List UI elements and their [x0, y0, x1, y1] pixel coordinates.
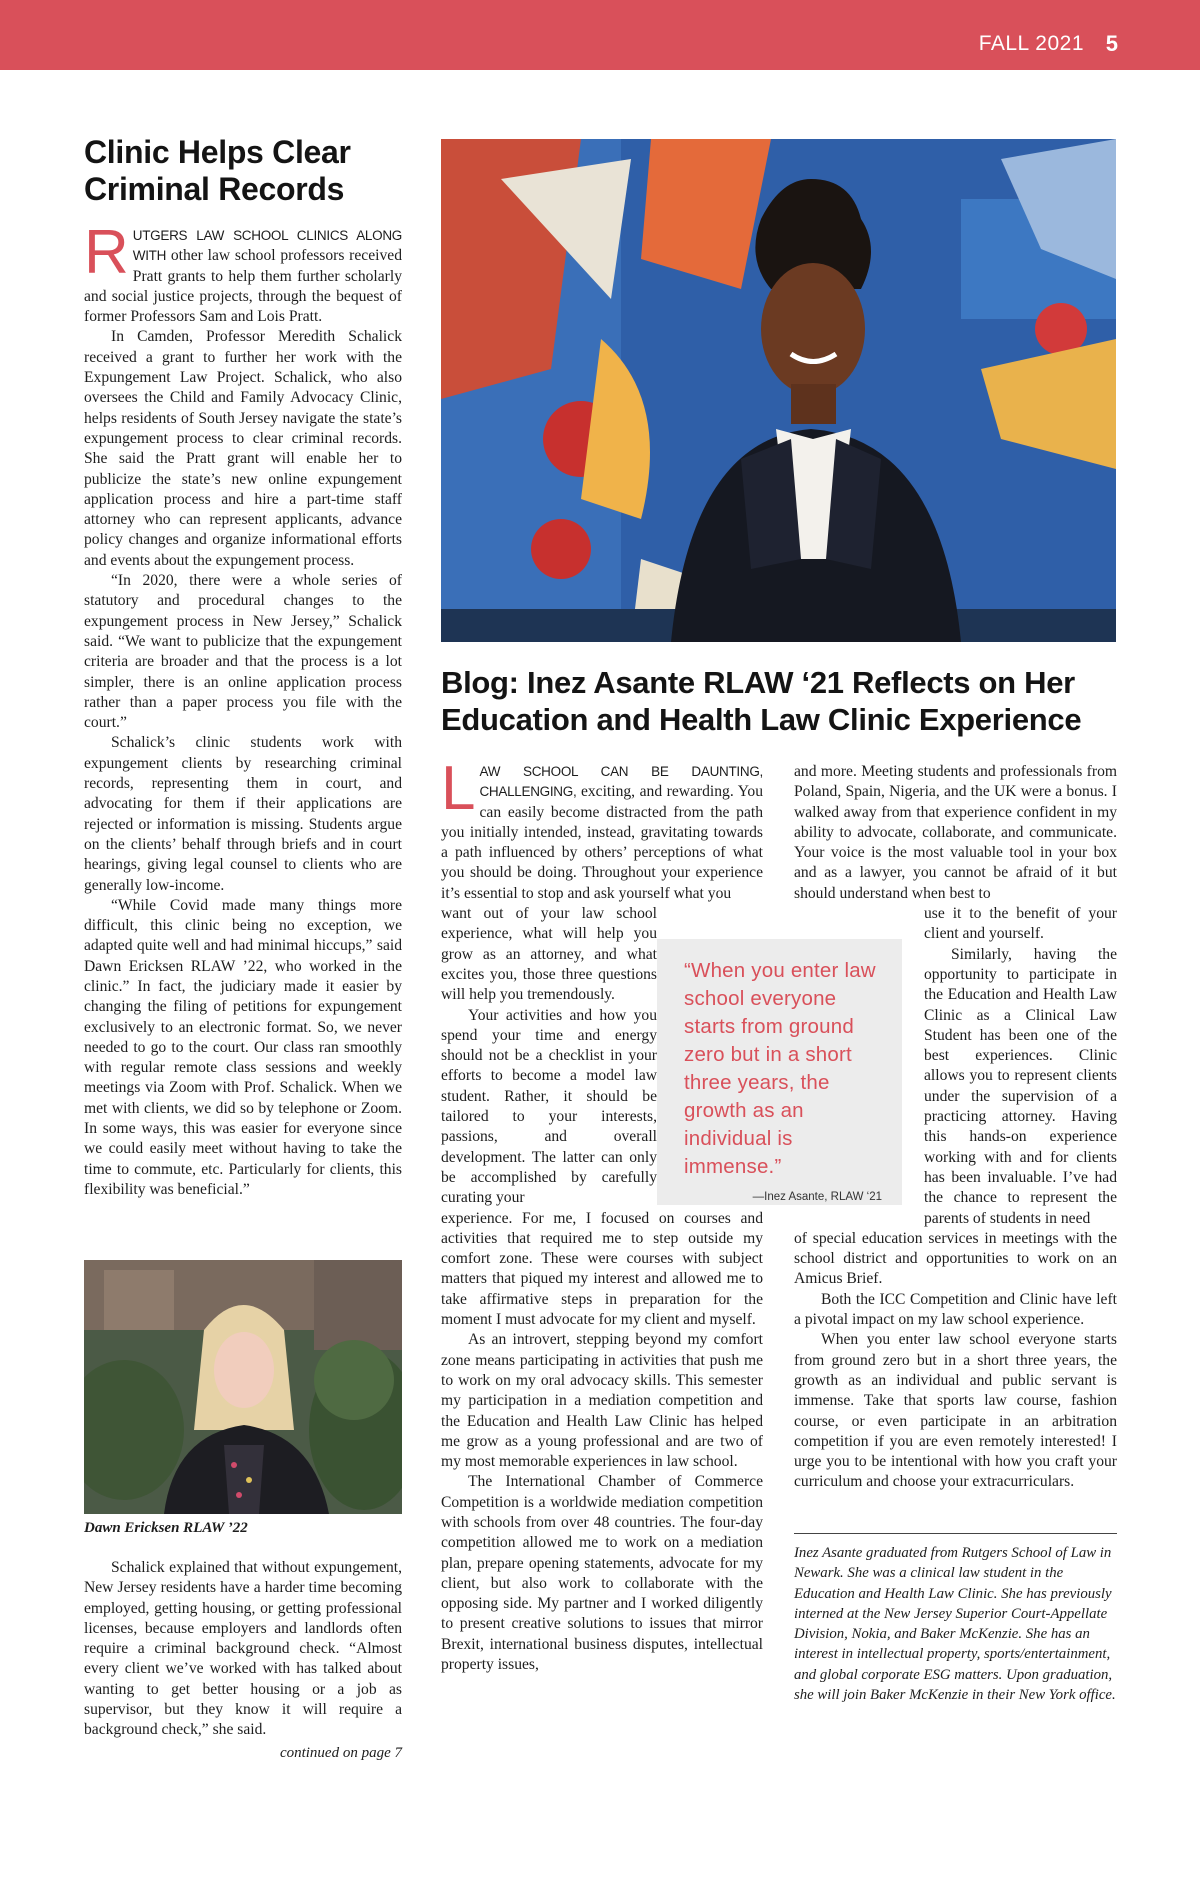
closing-paragraph: Schalick explained that without expungement, New Jersey residents have a harder time becoming employed, getting housing, or getting professional licenses, because employers and landlords often require a criminal background check. “Almost every client we’ve worked with has talked about wanting to get better housing or a job as supervisor, but they know it will require a background check,” she said.	[84, 1559, 402, 1739]
right-article-column-1	[441, 754, 763, 1675]
body-paragraph: The International Chamber of Commerce Competition is a worldwide mediation competition with schools from over 48 countries. The four-day competition allowed me to work on a mediation plan, prepare opening statements, advocate for my client, but also work to collaborate with the opposing side. My partner and I worked diligently to present creative solutions to issues that mirror Brexit, international business disputes, intellectual property issues,	[441, 1473, 763, 1674]
left-article-closing	[84, 1558, 402, 1741]
portrait-image	[84, 1260, 402, 1514]
left-paragraph: “In 2020, there were a whole series of statutory and procedural changes to the expungement process in New Jersey,” Schalick said. “We want to publicize that the expungement criteria are broader and that the process is a lot simpler, there is an online application process rather than a paper process you file with the court.”	[84, 572, 402, 732]
header-band	[0, 0, 1200, 70]
lead-text: exciting, and rewarding. You can easily become distracted from the path you initially intended, instead, gravitating towards a path influenced by others’ perceptions of what you should be doing. Throughout your experience it’s essential to stop and ask yourself what you	[441, 783, 763, 902]
left-lead-paragraph	[84, 218, 402, 327]
page-number: 5	[1105, 31, 1118, 56]
dawn-ericksen-photo	[84, 1260, 402, 1514]
issue-label: FALL 2021	[978, 32, 1084, 55]
portrait-image	[441, 139, 1116, 642]
left-article-title: Clinic Helps Clear Criminal Records	[84, 134, 351, 207]
body-paragraph: want out of your law school experience, what will help you grow as an attorney, and what excites you, those three questions will help you tremendously.	[441, 905, 657, 1004]
right-lead-paragraph	[441, 754, 763, 904]
left-article-body	[84, 218, 402, 1200]
left-paragraph: “While Covid made many things more difficult, this clinic being no exception, we adapted quite well and had minimal hiccups,” said Dawn Ericksen RLAW ’22, who worked in the clinic.” In fact, the judiciary made it easier by changing the filing of petitions for expungement exclusively to an electronic format. So, we never needed to go to the court. Our class ran smoothly with regular remote class sessions and weekly meetings via Zoom with Prof. Schalick. When we met with clients, we did so by telephone or Zoom. In some ways, this was easier for everyone since we could easily meet without having to take the time to commute, etc. Particularly for clients, this flexibility was beneficial.”	[84, 896, 402, 1198]
lead-caps: UTGERS LAW SCHOOL CLINICS ALONG WITH	[132, 228, 402, 264]
body-paragraph: Similarly, having the opportunity to participate in the Education and Health Law Clinic as a Clinical Law Student has been one of the best experiences. Clinic allows you to represent clients under the supervision of a practicing attorney. Having this hands-on experience working with and for clients has been invaluable. I’ve had the chance to represent the parents of students in need	[924, 945, 1117, 1227]
bio-divider	[794, 1533, 1117, 1534]
left-paragraph: Schalick’s clinic students work with expungement clients by researching criminal records, representing them in court, and advocating for them if their applications are rejected or information is missing. Students argue on the clients’ behalf through briefs and in court hearings, giving legal counsel to clients who are generally low-income.	[84, 734, 402, 894]
pull-quote	[657, 939, 902, 1205]
body-paragraph: As an introvert, stepping beyond my comfort zone means participating in activities that push me to work on my oral advocacy skills. This semester my participation in a mediation competition and the Education and Health Law Clinic has helped me grow as a young professional and are two of my most memorable experiences in law school.	[441, 1331, 763, 1471]
pull-quote-attribution: —Inez Asante, RLAW ‘21	[752, 1191, 882, 1203]
lead-text: other law school professors received Pratt grants to help them further scholarly and social justice projects, through the bequest of former Professors Sam and Lois Pratt.	[84, 247, 402, 326]
dawn-photo-caption: Dawn Ericksen RLAW ’22	[84, 1520, 248, 1536]
drop-cap: R	[84, 218, 129, 287]
inez-asante-photo	[441, 139, 1116, 642]
lead-caps: AW SCHOOL CAN BE DAUNTING, CHALLENGING,	[479, 764, 763, 800]
continued-link: continued on page 7	[279, 1745, 402, 1761]
body-paragraph: use it to the benefit of your client and yourself.	[924, 905, 1117, 943]
author-bio: Inez Asante graduated from Rutgers School of Law in Newark. She was a clinical law student in the Education and Health Law Clinic. She has previously interned at the New Jersey Superior Court-Appellate Division, Nokia, and Baker McKenzie. She has an interest in intellectual property, sports/entertainment, and global corporate ESG matters. Upon graduation, she will join Baker McKenzie in their New York office.	[794, 1545, 1116, 1704]
pull-quote-text: “When you enter law school everyone starts from ground zero but in a short three years, the growth as an individual is immense.”	[684, 959, 876, 1178]
body-paragraph: Your activities and how you spend your time and energy should not be a checklist in your efforts to become a model law student. Rather, it should be tailored to your interests, passions, and overall development. The latter can only be accomplished by carefully curating your	[441, 1006, 657, 1207]
left-paragraph: In Camden, Professor Meredith Schalick received a grant to further her work with the Expungement Law Project. Schalick, who also oversees the Child and Family Advocacy Clinic, helps residents of South Jersey navigate the state’s expungement process to clear criminal records. She said the Pratt grant will enable her to publicize the state’s new online expungement application process and hire a part-time staff attorney who can represent applicants, advance policy changes and organize informational efforts and events about the expungement process.	[84, 328, 402, 569]
body-paragraph: and more. Meeting students and professionals from Poland, Spain, Nigeria, and the UK were a bonus. I walked away from that experience confident in my ability to advocate, collaborate, and communicate. Your voice is the most valuable tool in your box and as a lawyer, you cannot be afraid of it but should understand when best to	[794, 763, 1117, 902]
right-article-title: Blog: Inez Asante RLAW ‘21 Reflects on Her Education and Health Law Clinic Experience	[441, 665, 1082, 737]
drop-cap: L	[441, 754, 476, 823]
body-paragraph: experience. For me, I focused on courses and activities that required me to step outside my comfort zone. These were courses with subject matters that piqued my interest and allowed me to take affirmative steps in preparation for the moment I must advocate for my client and myself.	[441, 1209, 763, 1329]
body-paragraph: When you enter law school everyone starts from ground zero but in a short three years, the growth as an individual and public servant is immense. Take that sports law course, fashion course, or even participate in an arbitration competition if you are even remotely interested! I urge you to be intentional with how you craft your curriculum and choose your extracurriculars.	[794, 1331, 1117, 1491]
body-paragraph: Both the ICC Competition and Clinic have left a pivotal impact on my law school experience.	[794, 1290, 1117, 1329]
body-paragraph: of special education services in meetings with the school district and opportunities to work on an Amicus Brief.	[794, 1229, 1117, 1288]
